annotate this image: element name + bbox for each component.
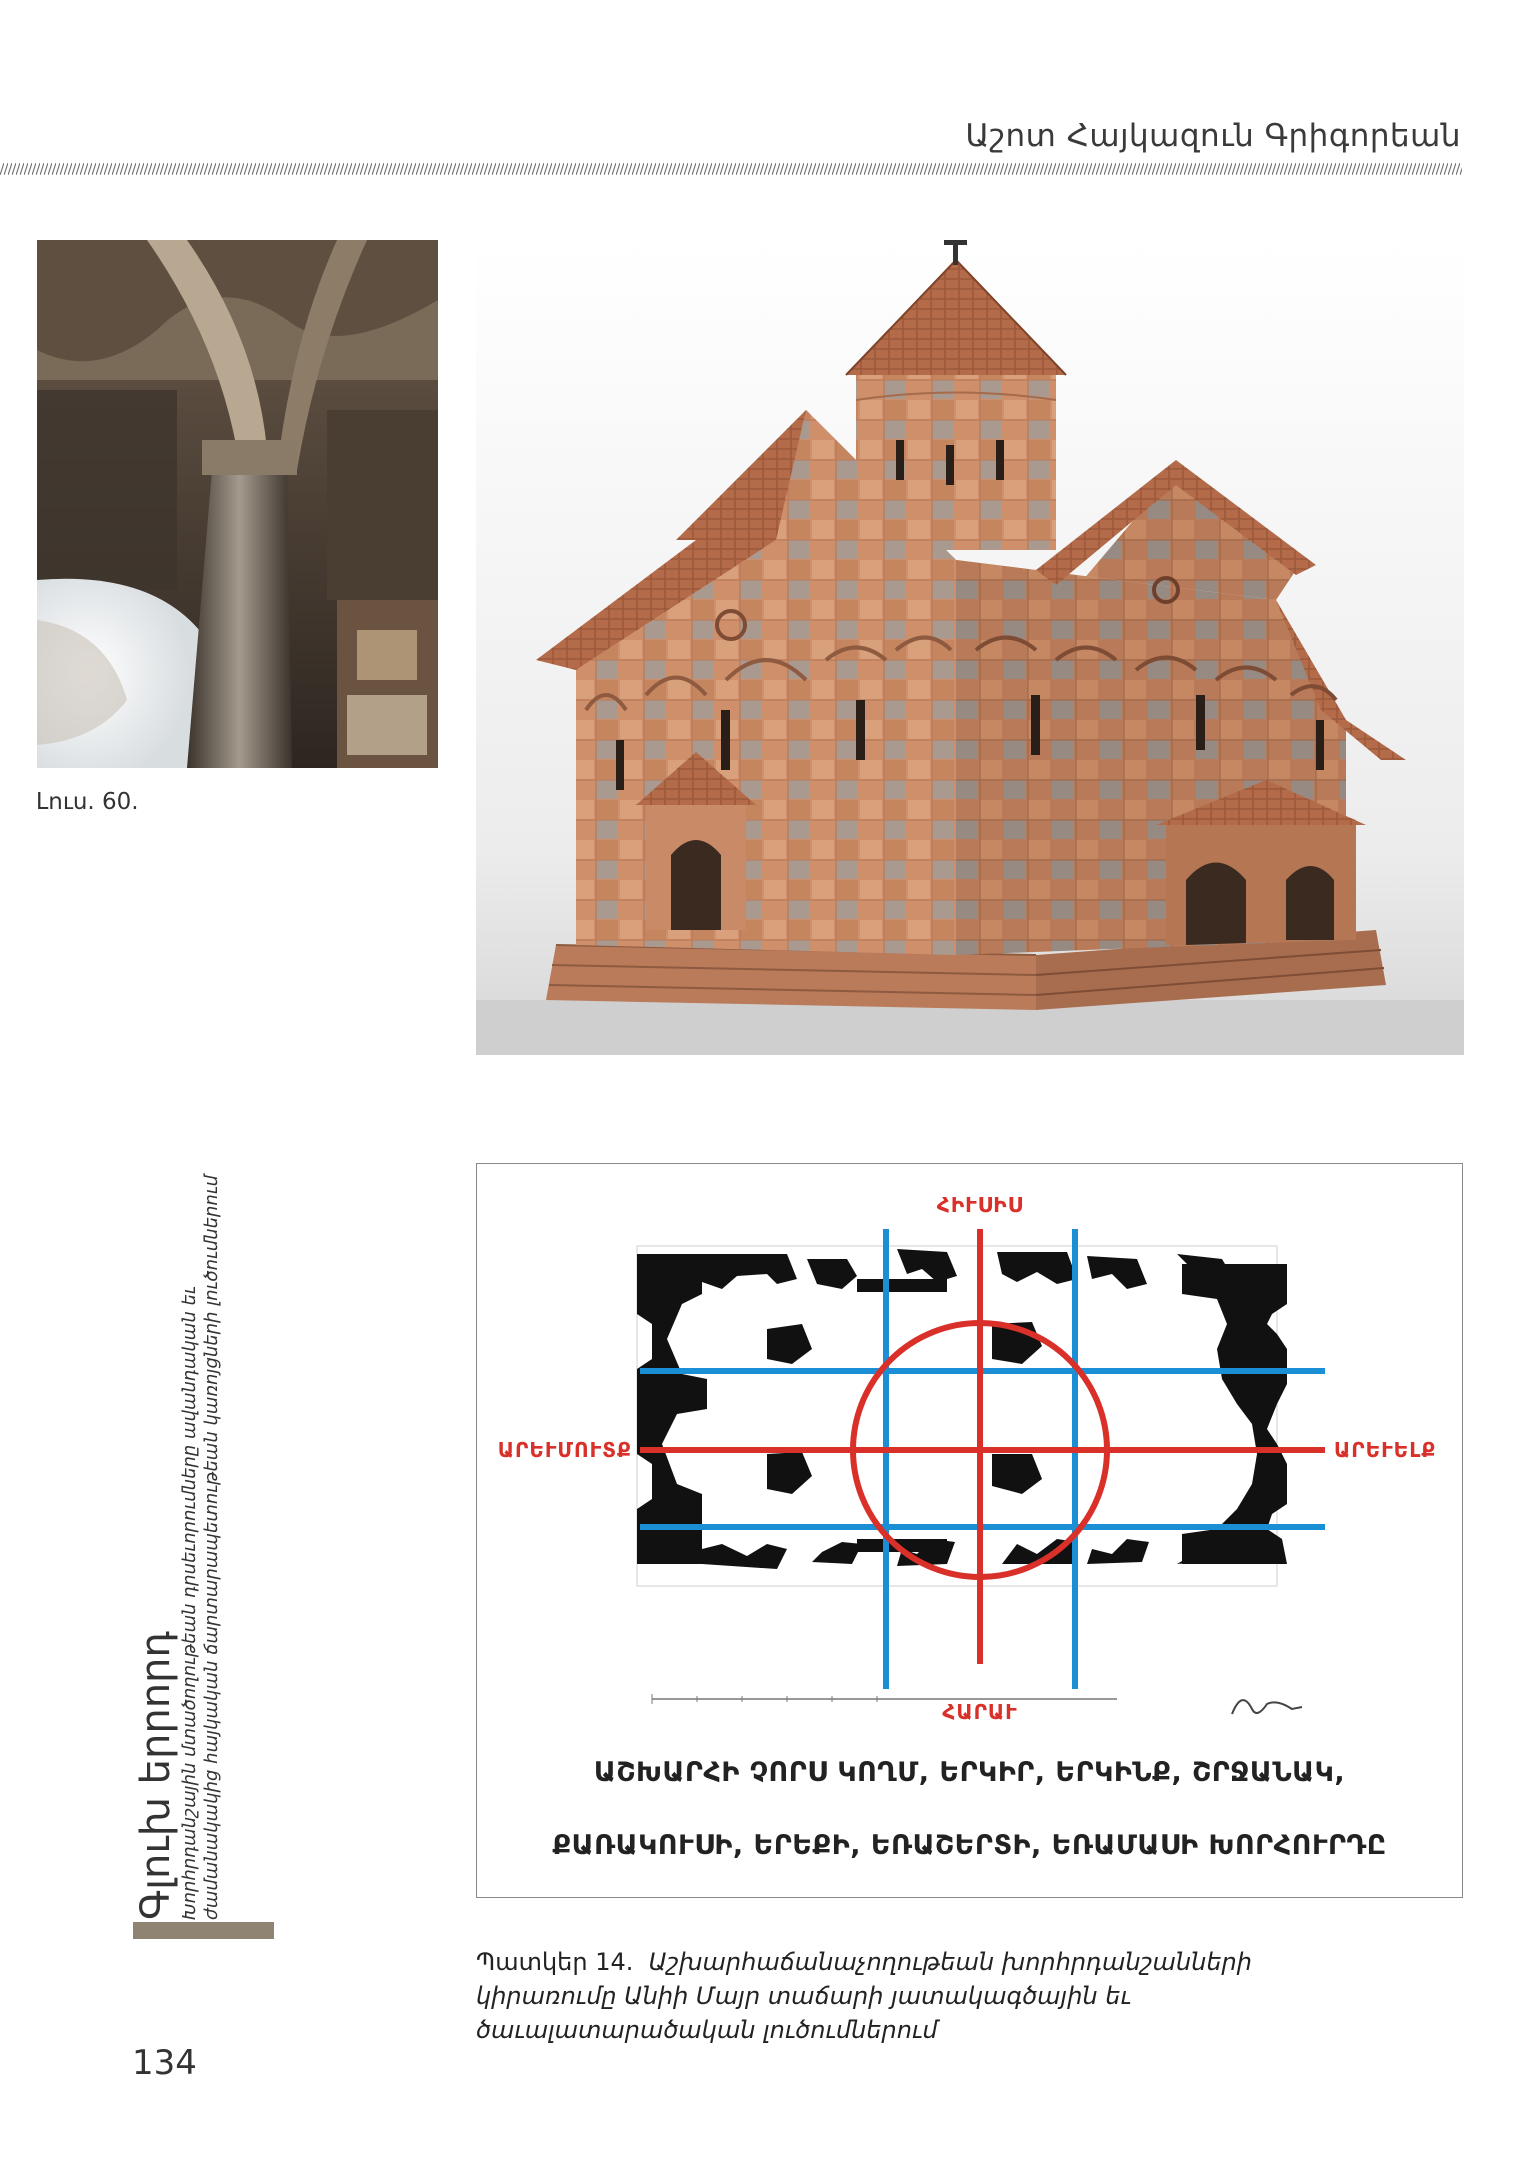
interior-vault-photo xyxy=(37,240,438,768)
running-head: Աշոտ Հայկազուն Գրիգորեան xyxy=(965,118,1461,154)
figure-caption-text: Աշխարհաճանաչողութեան խորհրդանշանների կիրառումը Անիի Մայր տաճարի յատակագծային եւ ծաւալատարածական լուծումներում xyxy=(476,1948,1252,2044)
plan-legend-line-1: ԱՇԽԱՐՀԻ ՉՈՐՍ ԿՈՂՄ, ԵՐԿԻՐ, ԵՐԿԻՆՔ, ՇՐՋԱՆԱԿ, xyxy=(593,1757,1346,1788)
header-rule xyxy=(0,163,1462,175)
plan-legend-line-2: ՔԱՌԱԿՈՒՍԻ, ԵՐԵՔԻ, ԵՌԱՇԵՐՏԻ, ԵՌԱՄԱՍԻ ԽՈՐՀՈՒՐԴԸ xyxy=(552,1830,1387,1861)
photo-caption: Լուս. 60. xyxy=(36,789,139,815)
plan-diagram-frame xyxy=(476,1163,1463,1898)
figure-caption xyxy=(476,1945,1376,2047)
label-east: ԱՐԵՒԵԼՔ xyxy=(1334,1438,1437,1462)
figure-caption-number: Պատկեր 14. xyxy=(476,1948,634,1976)
label-west: ԱՐԵՒՄՈՒՏՔ xyxy=(497,1438,632,1462)
plan-walls xyxy=(637,1249,1287,1569)
page-number: 134 xyxy=(132,2043,197,2083)
label-north: ՀԻՒՍԻՍ xyxy=(936,1193,1024,1217)
label-south: ՀԱՐԱՒ xyxy=(942,1700,1018,1724)
signature xyxy=(1232,1700,1302,1714)
chapter-title: Գլուխ երրորդ xyxy=(133,1631,179,1920)
chapter-side-title xyxy=(133,1140,283,1920)
chapter-accent-bar xyxy=(133,1922,274,1939)
ani-cathedral-render xyxy=(476,240,1464,1055)
chapter-subtitle: Խորհրդանշային մտածողութեան դրսեւորումները ավանդական եւ ժամանակակից հայկական ճարտարապետութեան կառոյցների լուծումներում xyxy=(179,1174,222,1920)
